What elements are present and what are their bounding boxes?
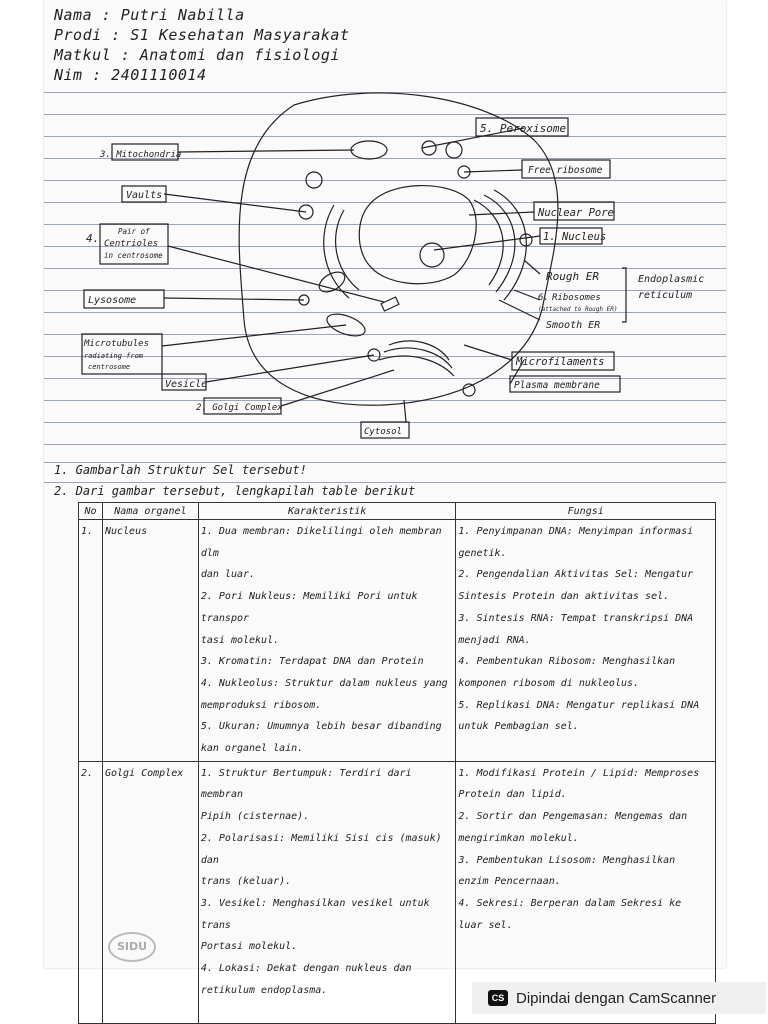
label-centrioles-line2: Centrioles <box>104 239 159 249</box>
label-er-line2: reticulum <box>638 290 693 301</box>
centrioles-shape <box>381 297 399 311</box>
label-rough-er: Rough ER <box>546 270 599 283</box>
organelle-name: Golgi Complex <box>102 761 198 1024</box>
nucleus-shape <box>359 186 476 284</box>
label-microfilaments: Microfilaments <box>516 356 605 368</box>
label-ribosomes-note: (attached to Rough ER) <box>538 306 618 313</box>
student-name: Nama : Putri Nabilla <box>54 6 245 24</box>
header-function: Fungsi <box>456 503 716 520</box>
camscanner-text: Dipindai dengan CamScanner <box>516 989 717 1007</box>
cell-membrane <box>239 93 558 405</box>
question-1: 1. Gambarlah Struktur Sel tersebut! <box>54 463 307 477</box>
camscanner-icon: CS <box>488 990 508 1006</box>
notebook-page <box>44 0 726 996</box>
organelle-table <box>78 502 716 1024</box>
label-ribosomes: Ribosomes <box>552 293 601 303</box>
label-free-ribosome: Free ribosome <box>528 165 603 176</box>
label-microtubules-line1: Microtubules <box>84 339 150 349</box>
label-centrioles-line3: in centrosome <box>104 251 163 260</box>
label-lysosome: Lysosome <box>88 295 137 306</box>
nucleolus-shape <box>420 243 444 267</box>
label-er-line1: Endoplasmic <box>638 274 705 285</box>
cell-diagram <box>44 0 726 440</box>
mitochondrion-1 <box>351 141 387 159</box>
label-centrioles-line1: Pair of <box>118 227 150 236</box>
header-characteristics: Karakteristik <box>198 503 456 520</box>
study-program: Prodi : S1 Kesehatan Masyarakat <box>54 26 350 44</box>
function-cell: 1. Modifikasi Protein / Lipid: Memproses Protein dan lipid. 2. Sortir dan Pengemasan: Mengemas dan mengirimkan molekul. 3. Pembentukan Lisosom: Menghasilkan enzim Pencernaan. 4. Sekresi: Berperan dalam Sekresi ke luar sel. <box>456 761 716 1024</box>
question-2: 2. Dari gambar tersebut, lengkapilah table berikut <box>54 484 416 498</box>
student-id: Nim : 2401110014 <box>54 66 207 84</box>
organelle-name: Nucleus <box>102 520 198 762</box>
label-cytosol: Cytosol <box>364 427 402 437</box>
header-no: No <box>79 503 103 520</box>
label-mitochondria: 3. Mitochondria <box>100 150 182 160</box>
label-peroxisome: 5. Peroxisome <box>480 122 567 135</box>
label-centrioles-number: 4. <box>86 232 100 245</box>
characteristics-cell: 1. Dua membran: Dikelilingi oleh membran dlm dan luar. 2. Pori Nukleus: Memiliki Pori untuk transpor tasi molekul. 3. Kromatin: Terdapat DNA dan Protein 4. Nukleolus: Struktur dalam nukleus yang memproduksi ribosom. 5. Ukuran: Umumnya lebih besar dibanding kan organel lain. <box>198 520 456 762</box>
row-number: 2. <box>79 761 103 1024</box>
label-plasma-membrane: Plasma membrane <box>514 380 600 391</box>
label-ribosomes-number: 6. <box>538 293 549 303</box>
function-cell: 1. Penyimpanan DNA: Menyimpan informasi genetik. 2. Pengendalian Aktivitas Sel: Mengatur Sintesis Protein dan aktivitas sel. 3. Sintesis RNA: Tempat transkripsi DNA menjadi RNA. 4. Pembentukan Ribosom: Menghasilkan komponen ribosom di nukleolus. 5. Replikasi DNA: Mengatur replikasi DNA untuk Pembagian sel. <box>456 520 716 762</box>
label-microtubules-line2: radiating from <box>84 352 144 360</box>
label-nuclear-pore: Nuclear Pore <box>538 207 614 219</box>
label-nucleus: 1. Nucleus <box>543 231 607 243</box>
label-golgi: 2. Golgi Complex <box>196 403 283 413</box>
camscanner-footer <box>472 982 766 1014</box>
label-smooth-er: Smooth ER <box>546 320 601 331</box>
label-vaults: Vaults <box>126 190 163 201</box>
row-number: 1. <box>79 520 103 762</box>
header-organelle: Nama organel <box>102 503 198 520</box>
label-vesicle: Vesicle <box>165 379 208 390</box>
course-name: Matkul : Anatomi dan fisiologi <box>54 46 340 64</box>
characteristics-cell: 1. Struktur Bertumpuk: Terdiri dari membran Pipih (cisternae). 2. Polarisasi: Memiliki Sisi cis (masuk) dan trans (keluar). 3. Vesikel: Menghasilkan vesikel untuk trans Portasi molekul. 4. Lokasi: Dekat dengan nukleus dan retikulum endoplasma. <box>198 761 456 1024</box>
label-microtubules-line3: centrosome <box>88 363 131 371</box>
notebook-logo: SIDU <box>108 932 156 962</box>
table-row <box>79 520 716 762</box>
